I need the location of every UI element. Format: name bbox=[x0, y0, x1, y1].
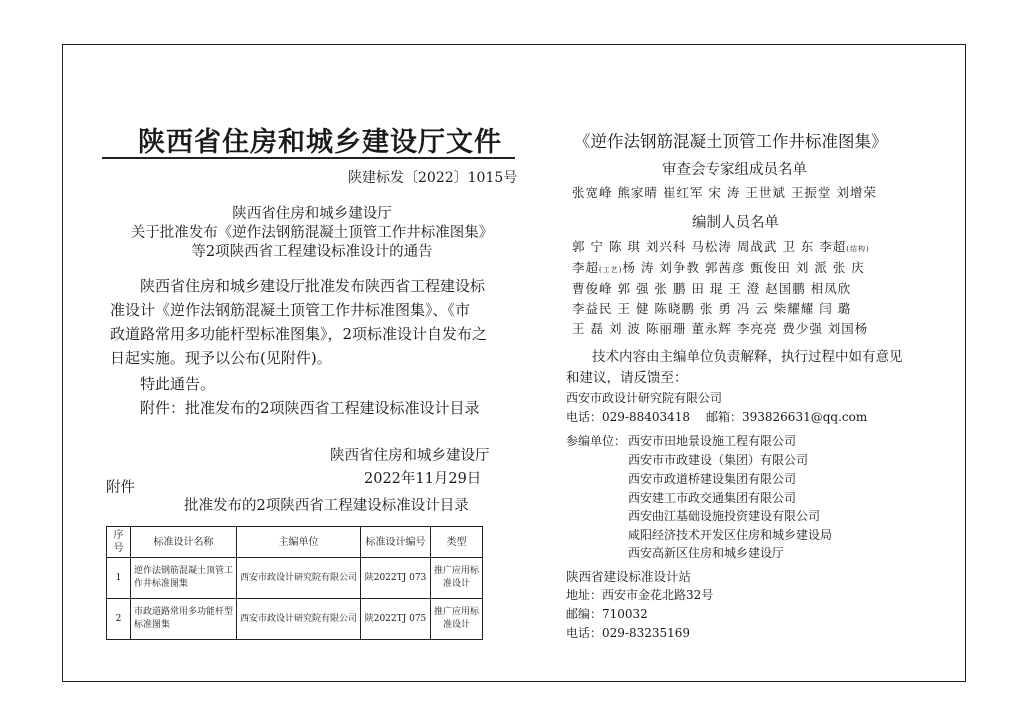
editor-line-5: 王 磊 刘 波 陈丽珊 董永辉 李亮亮 费少强 刘国杨 bbox=[572, 321, 869, 336]
table-row bbox=[107, 558, 483, 599]
participant-6: 咸阳经济技术开发区住房和城乡建设局 bbox=[628, 528, 833, 542]
attachment-label: 附件 bbox=[106, 480, 135, 496]
notice-heading-line-1: 陕西省住房和城乡建设厅 bbox=[232, 206, 392, 222]
table-cell: 2 bbox=[107, 599, 131, 640]
participant-3: 西安市政道桥建设集团有限公司 bbox=[628, 472, 797, 486]
editor-names: 杨 涛 刘争教 郭茜彦 甄俊田 刘 派 张 庆 bbox=[622, 260, 865, 275]
review-heading: 审查会专家组成员名单 bbox=[662, 162, 807, 178]
header-cell: 主编单位 bbox=[237, 527, 361, 558]
header-cell: 标准设计编号 bbox=[361, 527, 431, 558]
station-name: 陕西省建设标准设计站 bbox=[566, 569, 692, 584]
notice-heading-line-2: 关于批准发布《逆作法钢筋混凝土顶管工作井标准图集》 bbox=[130, 225, 494, 241]
table-cell: 陕2022TJ 075 bbox=[361, 599, 431, 640]
participant-7: 西安高新区住房和城乡建设厅 bbox=[628, 546, 785, 560]
editor-note-process: (工艺) bbox=[599, 266, 623, 274]
signature: 陕西省住房和城乡建设厅 bbox=[330, 448, 490, 464]
editor-line-1 bbox=[572, 237, 870, 255]
table-cell: 西安市政设计研究院有限公司 bbox=[237, 599, 361, 640]
title-rule bbox=[102, 157, 515, 159]
catalog-table bbox=[106, 526, 483, 640]
station-postcode: 邮编：710032 bbox=[566, 607, 648, 621]
tech-line-2: 和建议，请反馈至： bbox=[566, 370, 688, 386]
editors-heading: 编制人员名单 bbox=[692, 215, 779, 231]
issue-date: 2022年11月29日 bbox=[364, 471, 482, 487]
table-cell: 1 bbox=[107, 558, 131, 599]
chief-phone: 电话：029-88403418 bbox=[566, 410, 691, 424]
editor-names: 李超 bbox=[572, 260, 600, 275]
editor-line-2 bbox=[572, 258, 865, 276]
table-cell: 市政道路常用多功能杆型标准图集 bbox=[131, 599, 237, 640]
atlas-title: 《逆作法钢筋混凝土顶管工作井标准图集》 bbox=[574, 132, 888, 151]
table-cell: 逆作法钢筋混凝土顶管工作井标准图集 bbox=[131, 558, 237, 599]
participant-5: 西安曲江基础设施投资建设有限公司 bbox=[628, 509, 821, 523]
body-line-5: 特此通告。 bbox=[140, 375, 216, 393]
table-cell: 推广应用标准设计 bbox=[431, 558, 483, 599]
table-cell: 西安市政设计研究院有限公司 bbox=[237, 558, 361, 599]
reviewer-names: 张宽峰 熊家晴 崔红军 宋 涛 王世斌 王振堂 刘增荣 bbox=[572, 185, 877, 200]
station-phone: 电话：029-83235169 bbox=[566, 626, 691, 640]
header-cell: 类型 bbox=[431, 527, 483, 558]
body-line-1: 陕西省住房和城乡建设厅批准发布陕西省工程建设标 bbox=[140, 277, 486, 295]
tech-line-1: 技术内容由主编单位负责解释，执行过程中如有意见 bbox=[592, 349, 903, 365]
editor-names: 郭 宁 陈 琪 刘兴科 马松涛 周战武 卫 东 李超 bbox=[572, 239, 847, 254]
document-title: 陕西省住房和城乡建设厅文件 bbox=[138, 127, 502, 158]
table-row bbox=[107, 599, 483, 640]
participant-1: 西安市田地景设施工程有限公司 bbox=[628, 434, 797, 448]
table-cell: 推广应用标准设计 bbox=[431, 599, 483, 640]
body-line-4: 日起实施。现予以公布(见附件)。 bbox=[110, 349, 332, 367]
chief-email: 邮箱：393826631@qq.com bbox=[706, 410, 868, 424]
participant-4: 西安建工市政交通集团有限公司 bbox=[628, 491, 797, 505]
station-address: 地址：西安市金花北路32号 bbox=[566, 588, 714, 602]
participant-2: 西安市市政建设（集团）有限公司 bbox=[628, 453, 809, 467]
body-line-6: 附件：批准发布的2项陕西省工程建设标准设计目录 bbox=[140, 399, 480, 417]
participants-label: 参编单位： bbox=[566, 434, 627, 448]
body-line-2: 准设计《逆作法钢筋混凝土顶管工作井标准图集》、《市 bbox=[110, 301, 471, 319]
attachment-title: 批准发布的2项陕西省工程建设标准设计目录 bbox=[184, 498, 469, 514]
header-cell: 序号 bbox=[107, 527, 131, 558]
notice-heading-line-3: 等2项陕西省工程建设标准设计的通告 bbox=[191, 244, 433, 260]
editor-note-structure: (结构) bbox=[846, 245, 870, 253]
body-line-3: 政道路常用多功能杆型标准图集》，2项标准设计自发布之 bbox=[110, 325, 488, 343]
header-cell: 标准设计名称 bbox=[131, 527, 237, 558]
editor-line-4: 李益民 王 健 陈晓鹏 张 勇 冯 云 柴耀耀 闫 璐 bbox=[572, 301, 852, 316]
editor-line-3: 曹俊峰 郭 强 张 鹏 田 琨 王 澄 赵国鹏 相凤欣 bbox=[572, 281, 852, 296]
table-cell: 陕2022TJ 073 bbox=[361, 558, 431, 599]
table-header-row bbox=[107, 527, 483, 558]
document-number: 陕建标发〔2022〕1015号 bbox=[348, 170, 518, 186]
chief-unit: 西安市政设计研究院有限公司 bbox=[566, 391, 723, 405]
